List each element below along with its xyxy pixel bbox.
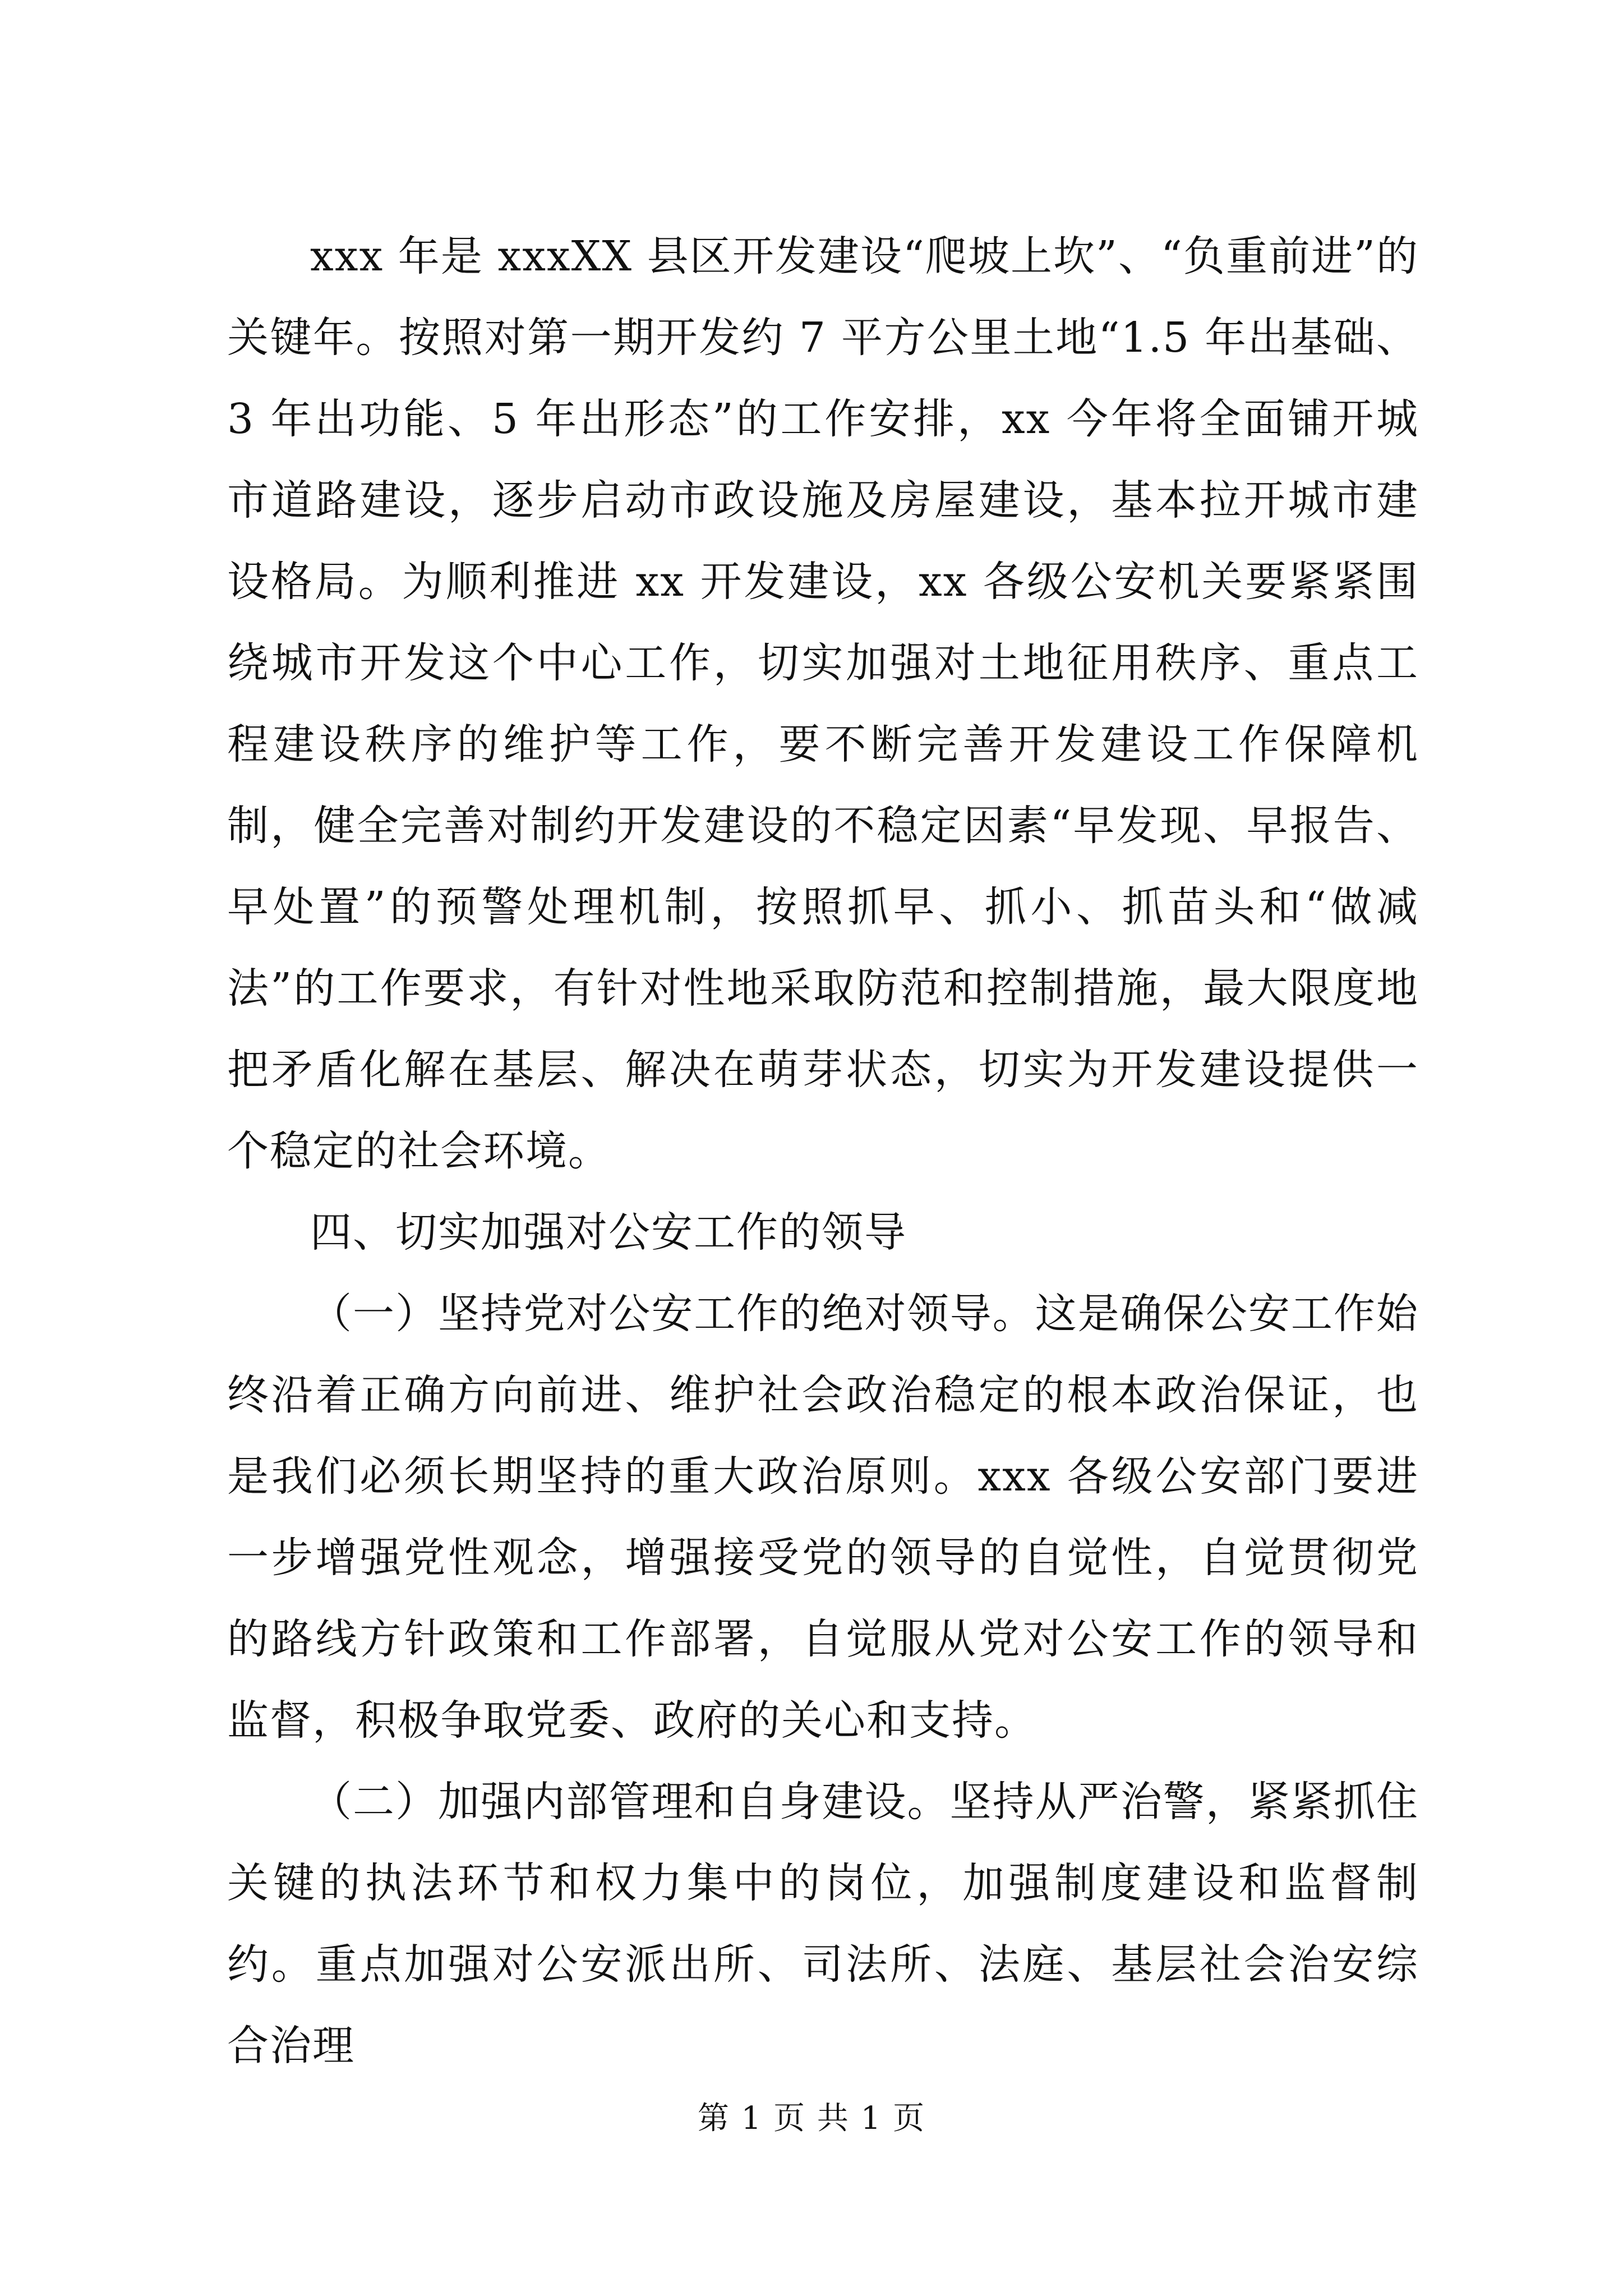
- page-footer: 第 1 页 共 1 页: [697, 2100, 926, 2137]
- body-text: [227, 216, 1419, 2087]
- paragraph-management: （二）加强内部管理和自身建设。坚持从严治警，紧紧抓住关键的执法环节和权力集中的岗位，加强制度建设和监督制约。重点加强对公安派出所、司法所、法庭、基层社会治安综合治理: [227, 1778, 1419, 2070]
- paragraph-leadership: （一）坚持党对公安工作的绝对领导。这是确保公安工作始终沿着正确方向前进、维护社会政治稳定的根本政治保证，也是我们必须长期坚持的重大政治原则。xxx 各级公安部门要进一步增强党性观念，增强接受党的领导的自觉性，自觉贯彻党的路线方针政策和工作部署，自觉服从党对公安工作的领导和监督，积极争取党委、政府的关心和支持。: [227, 1290, 1419, 1745]
- paragraph-development: xxx 年是 xxxXX 县区开发建设“爬坡上坎”、“负重前进”的关键年。按照对第一期开发约 7 平方公里土地“1.5 年出基础、3 年出功能、5 年出形态”的工作安排，xx 今年将全面铺开城市道路建设，逐步启动市政设施及房屋建设，基本拉开城市建设格局。为顺利推进 xx 开发建设，xx 各级公安机关要紧紧围绕城市开发这个中心工作，切实加强对土地征用秩序、重点工程建设秩序的维护等工作，要不断完善开发建设工作保障机制，健全完善对制约开发建设的不稳定因素“早发现、早报告、早处置”的预警处理机制，按照抓早、抓小、抓苗头和“做减法”的工作要求，有针对性地采取防范和控制措施，最大限度地把矛盾化解在基层、解决在萌芽状态，切实为开发建设提供一个稳定的社会环境。: [227, 232, 1419, 1175]
- section-heading: 四、切实加强对公安工作的领导: [310, 1208, 907, 1257]
